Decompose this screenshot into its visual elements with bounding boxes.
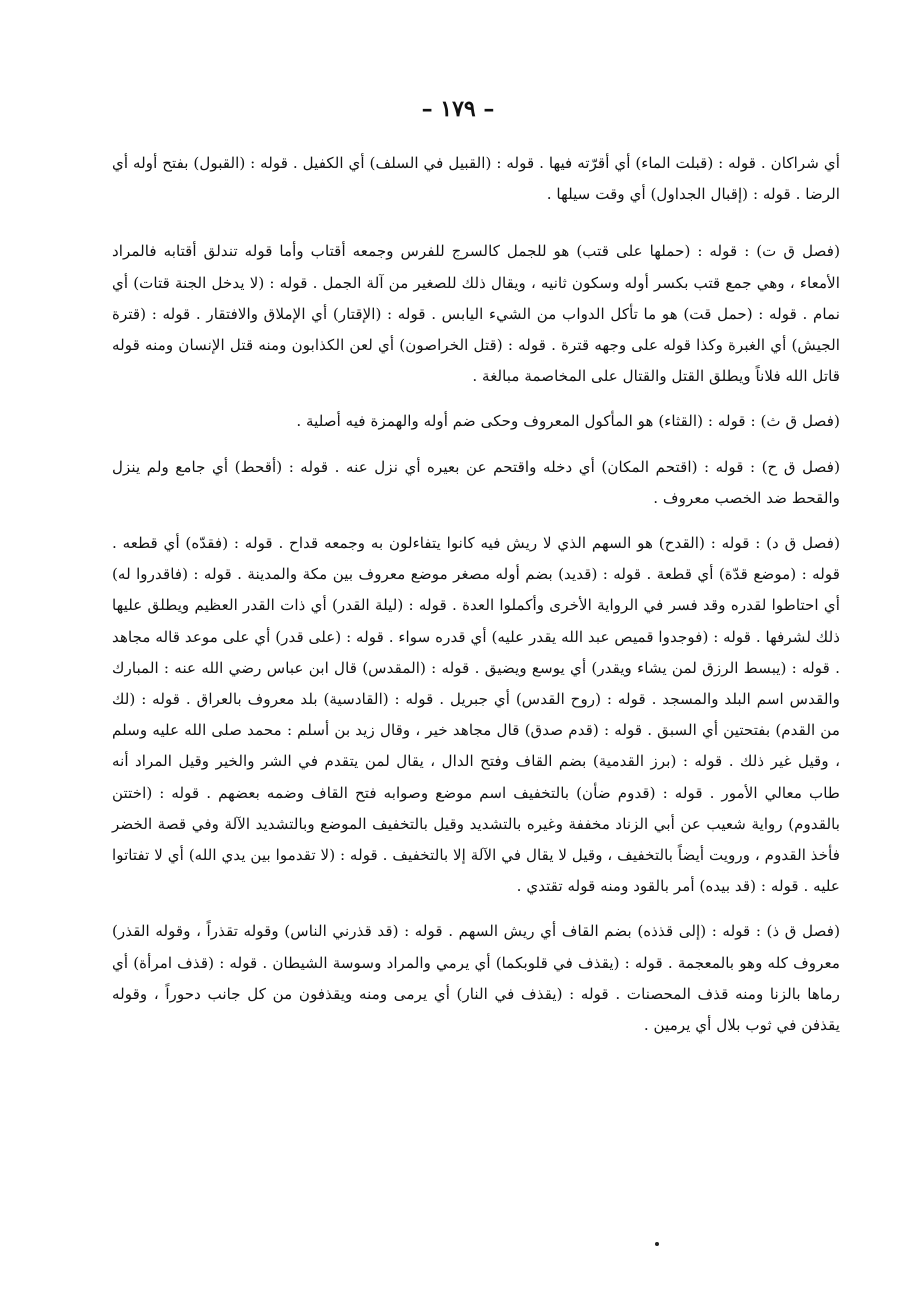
paragraph-qaf-tha: (فصل ق ث) : قوله : (القثاء) هو المأكول المعروف وحكى ضم أوله والهمزة فيه أصلية . [296,412,840,431]
paragraph-qaf-dhal: (فصل ق ذ) : قوله : (إلى قذذه) بضم القاف أي ريش السهم . قوله : (قد قذرني الناس) وقوله تقذراً ، وقوله القذر) معروف كله وهو بالمعجمة . قوله : (يقذف في قلوبكما) أي يرمي والمراد وسوسة الشيطان . قوله : (قذف امرأة) أي رماها بالزنا ومنه قذف المحصنات . قوله : (يقذف في النار) أي يرمى ومنه ويقذفون من كل جانب دحوراً ، وقوله يقذفن في ثوب بلال أي يرمين . [112,922,840,1035]
ink-dot [655,1242,659,1246]
page-body [112,148,840,1055]
paragraph-qaf-ha: (فصل ق ح) : قوله : (اقتحم المكان) أي دخله واقتحم عن بعيره أي نزل عنه . قوله : (أقحط) أي جامع ولم ينزل والقحط ضد الخصب معروف . [112,457,840,507]
paragraph-continuation: أي شراكان . قوله : (قبلت الماء) أي أقرّته فيها . قوله : (القبيل في السلف) أي الكفيل . قوله : (القبول) بفتح أوله أي الرضا . قوله : (إقبال الجداول) أي وقت سيلها . [112,154,840,204]
paragraph-qaf-ta: (فصل ق ت) : قوله : (حملها على قتب) هو للجمل كالسرج للفرس وجمعه أقتاب وأما قوله تندلق أقتابه فالمراد الأمعاء ، وهي جمع قتب بكسر أوله وسكون ثانيه ، ويقال ذلك للصغير من آلة الجمل . قوله : (لا يدخل الجنة قتات) أي نمام . قوله : (حمل قت) هو ما تأكل الدواب من الشيء اليابس . قوله : (الإقتار) أي الإملاق والافتقار . قوله : (قترة الجيش) أي الغبرة وكذا قوله على وجهه قترة . قوله : (قتل الخراصون) أي لعن الكذابون ومنه قتل الإنسان ومنه قوله قاتل الله فلاناً ويطلق القتل والقتال على المخاصمة مبالغة . [112,242,840,386]
paragraph-qaf-dal: (فصل ق د) : قوله : (القدح) هو السهم الذي لا ريش فيه كانوا يتفاءلون به وجمعه قداح . قوله : (فقدّه) أي قطعه . قوله : (موضع قدّة) أي قطعة . قوله : (قديد) بضم أوله مصغر موضع معروف بين مكة والمدينة . قوله : (فاقدروا له) أي احتاطوا لقدره وقد فسر في الرواية الأخرى وأكملوا العدة . قوله : (ليلة القدر) أي ذات القدر العظيم ويطلق عليها ذلك لشرفها . قوله : (فوجدوا قميص عبد الله يقدر عليه) أي قدره سواء . قوله : (على قدر) أي على موعد قاله مجاهد . قوله : (يبسط الرزق لمن يشاء ويقدر) أي يوسع ويضيق . قوله : (المقدس) قال ابن عباس رضي الله عنه : المبارك والقدس اسم البلد والمسجد . قوله : (روح القدس) أي جبريل . قوله : (القادسية) بلد معروف بالعراق . قوله : (لك من القدم) بفتحتين أي السبق . قوله : (قدم صدق) قال مجاهد خير ، وقال زيد بن أسلم : محمد صلى الله عليه وسلم ، وقيل غير ذلك . قوله : (برز القدمية) بضم القاف وفتح الدال ، يقال لمن يتقدم في الشر والخير وقيل المراد أنه طاب معالي الأمور . قوله : (قدوم ضأن) بالتخفيف اسم موضع وصوابه فتح القاف وضمه بعضهم . قوله : (اختتن بالقدوم) رواية شعيب عن أبي الزناد مخففة وغيره بالتشديد وقيل بالتخفيف الموضع وبالتشديد الآلة وفي قصة الخضر فأخذ القدوم ، ورويت أيضاً بالتخفيف ، وقيل لا يقال في الآلة إلا بالتخفيف . قوله : (لا تقدموا بين يدي الله) أي لا تفتاتوا عليه . قوله : (قد بيده) أمر بالقود ومنه قوله تقتدي . [112,534,840,896]
page-number: – ١٧٩ – [421,96,495,122]
